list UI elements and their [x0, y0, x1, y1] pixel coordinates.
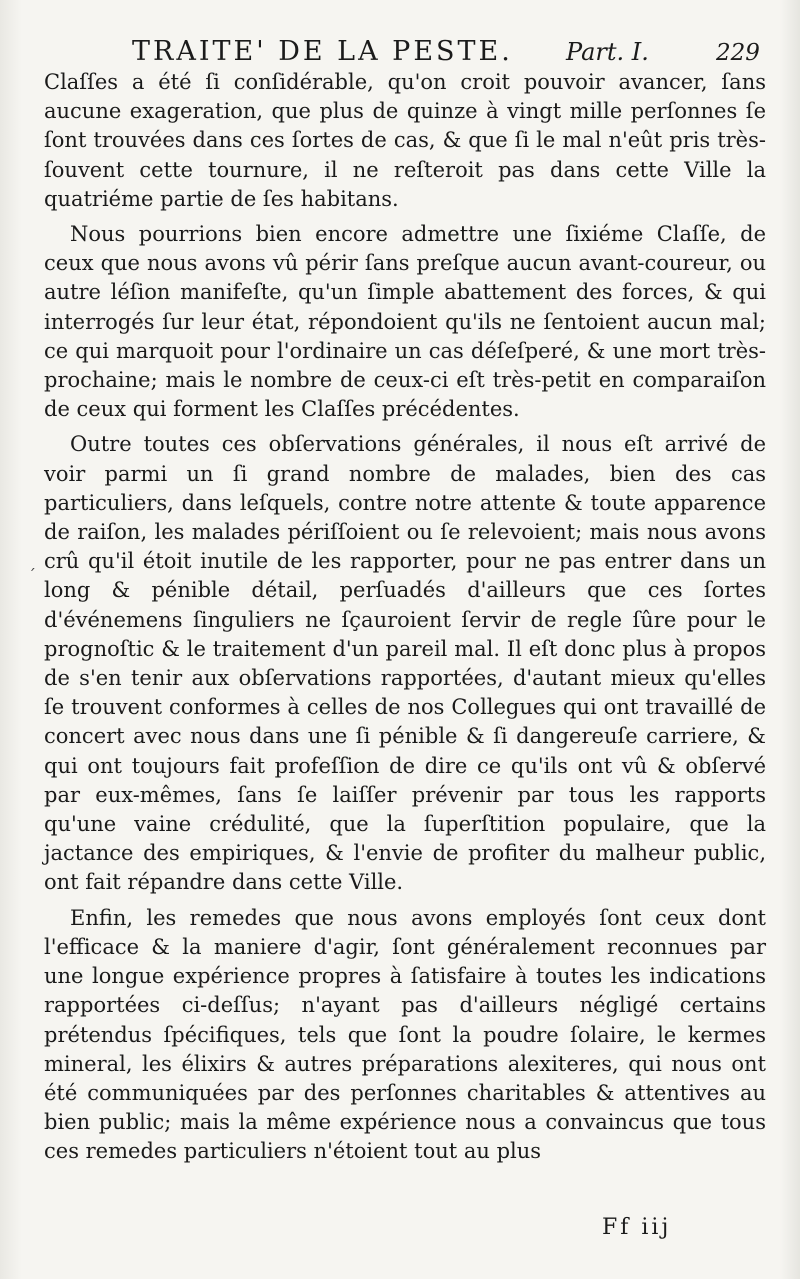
body-text [44, 68, 766, 1173]
signature-mark: Ff iij [602, 1215, 672, 1240]
page-number: 229 [716, 40, 760, 66]
part-label: Part. I. [566, 38, 649, 66]
margin-mark: ´ [28, 566, 36, 585]
paragraph-remedies: Enfin, les remedes que nous avons employés ſont ceux dont l'efficace & la maniere d'agir, ſont généralement reconnues par une longue expérience propres à ſatisfaire à toutes les indications rapportées ci-deſſus; n'ayant pas d'ailleurs négligé certains prétendus ſpécifiques, tels que ſont la poudre ſolaire, le kermes mineral, les élixirs & autres préparations alexiteres, qui nous ont été communiquées par des perſonnes charitables & attentives au bien public; mais la même expérience nous a convaincus que tous ces remedes particuliers n'étoient tout au plus [44, 905, 766, 1164]
paragraph-continuation: Claſſes a été ſi conſidérable, qu'on croit pouvoir avancer, ſans aucune exageration, que plus de quinze à vingt mille perſonnes ſe ſont trouvées dans ces ſortes de cas, & que ſi le mal n'eût pris très-ſouvent cette tournure, il ne reſteroit pas dans cette Ville la quatriéme partie de ſes habitans. [44, 70, 766, 211]
running-title: TRAITE' DE LA PESTE. [132, 36, 513, 67]
paragraph-observations: Outre toutes ces obſervations générales, il nous eſt arrivé de voir parmi un ſi grand nombre de malades, bien des cas particuliers, dans leſquels, contre notre attente & toute apparence de raiſon, les malades périſſoient ou ſe relevoient; mais nous avons crû qu'il étoit inutile de les rapporter, pour ne pas entrer dans un long & pénible détail, perſuadés d'ailleurs que ces ſortes d'événemens ſinguliers ne ſçauroient ſervir de regle ſûre pour le prognoſtic & le traitement d'un pareil mal. Il eſt donc plus à propos de s'en tenir aux obſervations rapportées, d'autant mieux qu'elles ſe trouvent conformes à celles de nos Collegues qui ont travaillé de concert avec nous dans une ſi pénible & ſi dangereuſe carriere, & qui ont toujours fait profeſſion de dire ce qu'ils ont vû & obſervé par eux-mêmes, ſans ſe laiſſer prévenir par tous les rapports qu'une vaine crédulité, que la ſuperſtition populaire, que la jactance des empiriques, & l'envie de profiter du malheur public, ont fait répandre dans cette Ville. [44, 432, 766, 895]
paragraph-sixth-class: Nous pourrions bien encore admettre une ſixiéme Claſſe, de ceux que nous avons vû périr ſans preſque aucun avant-coureur, ou autre léſion manifeſte, qu'un ſimple abattement des forces, & qui interrogés ſur leur état, répondoient qu'ils ne ſentoient aucun mal; ce qui marquoit pour l'ordinaire un cas déſeſperé, & une mort très-prochaine; mais le nombre de ceux-ci eſt très-petit en comparaiſon de ceux qui forment les Claſſes précédentes. [44, 222, 766, 422]
